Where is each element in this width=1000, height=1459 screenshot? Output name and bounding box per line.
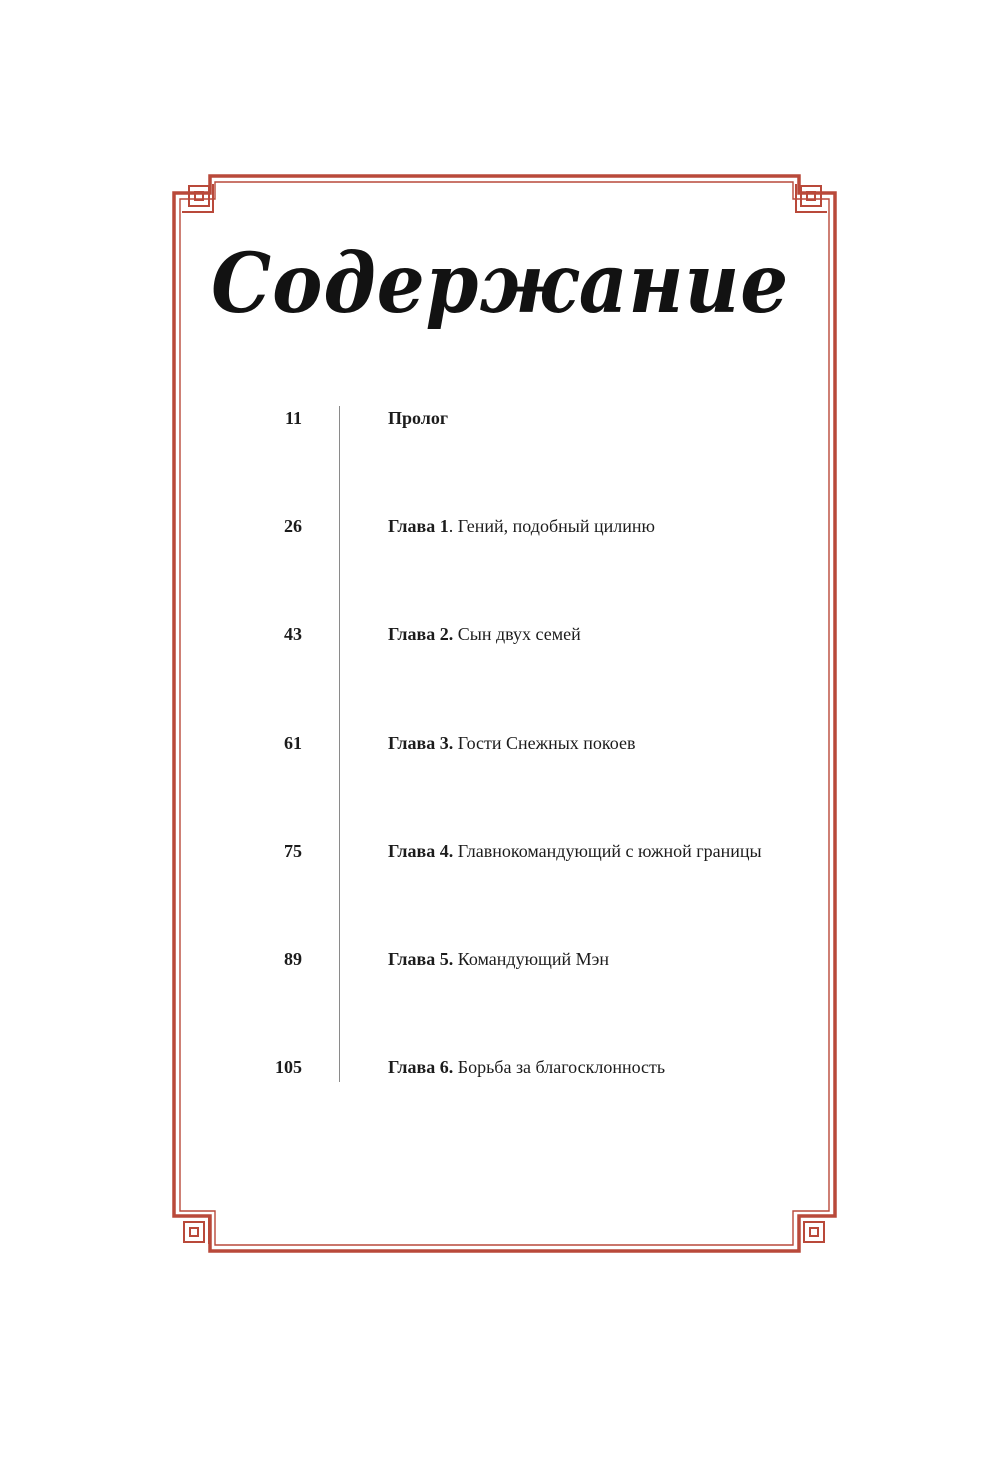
toc-entry-title: Главнокомандующий с южной границы (453, 841, 762, 861)
toc-entry-title: Борьба за благосклонность (453, 1057, 666, 1077)
toc-entry-label: Глава 5. (388, 949, 454, 969)
toc-entry-label: Пролог (388, 408, 449, 428)
toc-entry-text (388, 733, 635, 754)
toc-page-number: 43 (284, 624, 302, 644)
toc-entry[interactable] (0, 516, 1000, 546)
toc-entry[interactable] (0, 408, 1000, 438)
toc-entry-label: Глава 2. (388, 624, 454, 644)
toc-page-number: 61 (284, 733, 302, 753)
toc-entry-text (388, 408, 448, 429)
frame-outer-line (174, 176, 835, 1251)
toc-entry[interactable] (0, 733, 1000, 763)
toc-entry[interactable] (0, 1057, 1000, 1087)
toc-entry-text (388, 624, 581, 645)
toc-entry[interactable] (0, 949, 1000, 979)
toc-entry-title: Гости Снежных покоев (453, 733, 636, 753)
toc-page-number: 105 (275, 1057, 302, 1077)
corner-ornament-top-left (182, 184, 213, 212)
toc-entry-title: . Гений, подобный цилиню (448, 516, 655, 536)
corner-ornament-bottom-right (799, 1216, 830, 1244)
toc-entry-title: Командующий Мэн (453, 949, 610, 969)
toc-entry[interactable] (0, 841, 1000, 871)
toc-entry[interactable] (0, 624, 1000, 654)
toc-entry-text (388, 516, 655, 537)
toc-page-number: 26 (284, 516, 302, 536)
corner-ornament-bottom-left (178, 1216, 209, 1244)
toc-entry-text (388, 949, 609, 970)
toc-entry-text (388, 841, 762, 862)
toc-page-number: 11 (284, 408, 302, 428)
toc-entry-label: Глава 4. (388, 841, 454, 861)
toc-entry-title: Сын двух семей (453, 624, 581, 644)
page-title: Содержание (211, 236, 790, 332)
toc-entry-label: Глава 6. (388, 1057, 454, 1077)
toc-page-number: 89 (284, 949, 302, 969)
toc-entry-text (388, 1057, 665, 1078)
toc-entry-label: Глава 1 (388, 516, 449, 536)
corner-ornament-top-right (796, 184, 827, 212)
toc-page-number: 75 (284, 841, 302, 861)
toc-entry-label: Глава 3. (388, 733, 454, 753)
